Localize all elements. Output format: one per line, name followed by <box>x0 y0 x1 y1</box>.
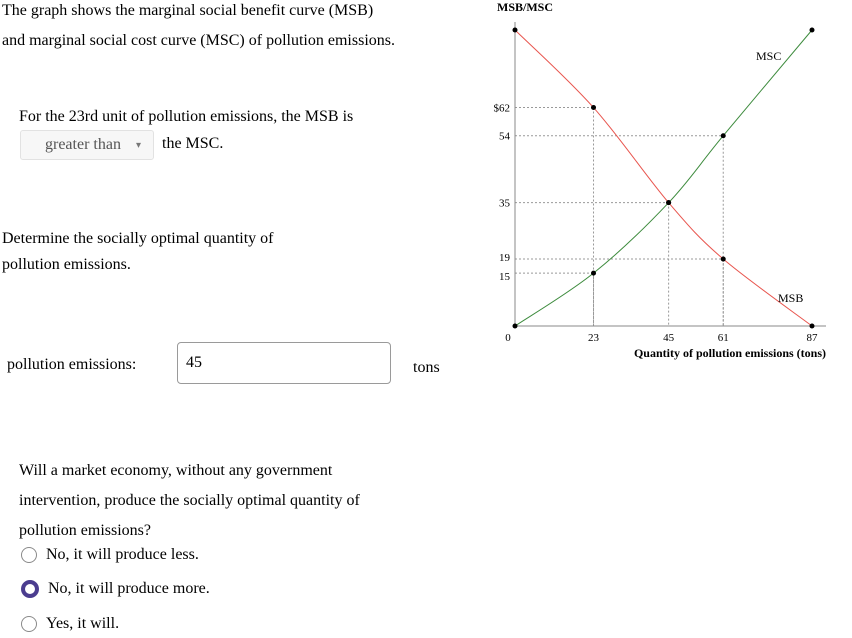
y-tick-label: 54 <box>499 130 510 143</box>
msb-point <box>810 324 815 329</box>
x-axis-label: Quantity of pollution emissions (tons) <box>633 346 826 360</box>
x-tick-label: 45 <box>663 332 675 344</box>
msb-msc-chart <box>480 0 840 380</box>
intro-line-1: The graph shows the marginal social benefit curve (MSB) <box>2 2 374 19</box>
y-tick-label: $62 <box>493 102 510 115</box>
pollution-emissions-input[interactable] <box>177 342 391 384</box>
x-tick-label: 61 <box>717 332 729 344</box>
x-tick-label: 23 <box>588 332 600 344</box>
answer-label: pollution emissions: <box>7 356 137 373</box>
reference-lines <box>515 108 723 326</box>
intro-text <box>2 0 395 56</box>
chevron-down-icon: ▾ <box>136 140 142 151</box>
answer-unit: tons <box>413 359 440 376</box>
radio-selected-icon[interactable] <box>21 580 39 598</box>
msb-legend-label: MSB <box>778 291 804 305</box>
msc-point <box>810 28 815 33</box>
question-3-text <box>19 456 360 546</box>
msc-legend-label: MSC <box>756 49 782 63</box>
y-tick-label: 15 <box>499 271 510 284</box>
msb-point <box>513 28 518 33</box>
question-2-text <box>2 226 273 278</box>
y-tick-label: 19 <box>499 252 510 265</box>
x-tick-label: 0 <box>505 332 511 344</box>
msb-point <box>591 105 596 110</box>
msb-curve <box>515 30 812 326</box>
dropdown-selected-value: greater than <box>45 136 121 153</box>
msc-curve <box>515 30 812 326</box>
data-points <box>513 28 815 329</box>
radio-label: Yes, it will. <box>46 615 120 632</box>
question-1-suffix: the MSC. <box>162 135 224 152</box>
question-1-text: For the 23rd unit of pollution emissions, the MSB is <box>19 108 354 125</box>
question-3-line-3: pollution emissions? <box>19 522 151 539</box>
radio-circle-icon[interactable] <box>21 616 37 632</box>
question-3-line-2: intervention, produce the socially optimal quantity of <box>19 492 360 509</box>
msc-point <box>666 200 671 205</box>
msc-point <box>513 324 518 329</box>
radio-label: No, it will produce less. <box>46 546 199 563</box>
msb-point <box>721 257 726 262</box>
comparison-dropdown[interactable] <box>20 130 154 160</box>
radio-option-more[interactable] <box>21 577 210 601</box>
radio-label: No, it will produce more. <box>48 580 210 597</box>
y-tick-labels <box>494 103 511 284</box>
y-tick-label: 35 <box>499 197 510 210</box>
radio-option-yes[interactable] <box>21 612 119 636</box>
x-tick-labels <box>505 332 818 344</box>
msc-point <box>721 133 726 138</box>
radio-circle-icon[interactable] <box>21 547 37 563</box>
msc-point <box>591 271 596 276</box>
question-2-line-1: Determine the socially optimal quantity of <box>2 230 274 247</box>
radio-option-less[interactable] <box>21 543 199 567</box>
question-2-line-2: pollution emissions. <box>2 256 131 273</box>
intro-line-2: and marginal social cost curve (MSC) of pollution emissions. <box>2 32 395 49</box>
x-tick-label: 87 <box>806 332 818 344</box>
y-axis-label: MSB/MSC <box>497 0 554 14</box>
question-3-line-1: Will a market economy, without any government <box>19 462 333 479</box>
